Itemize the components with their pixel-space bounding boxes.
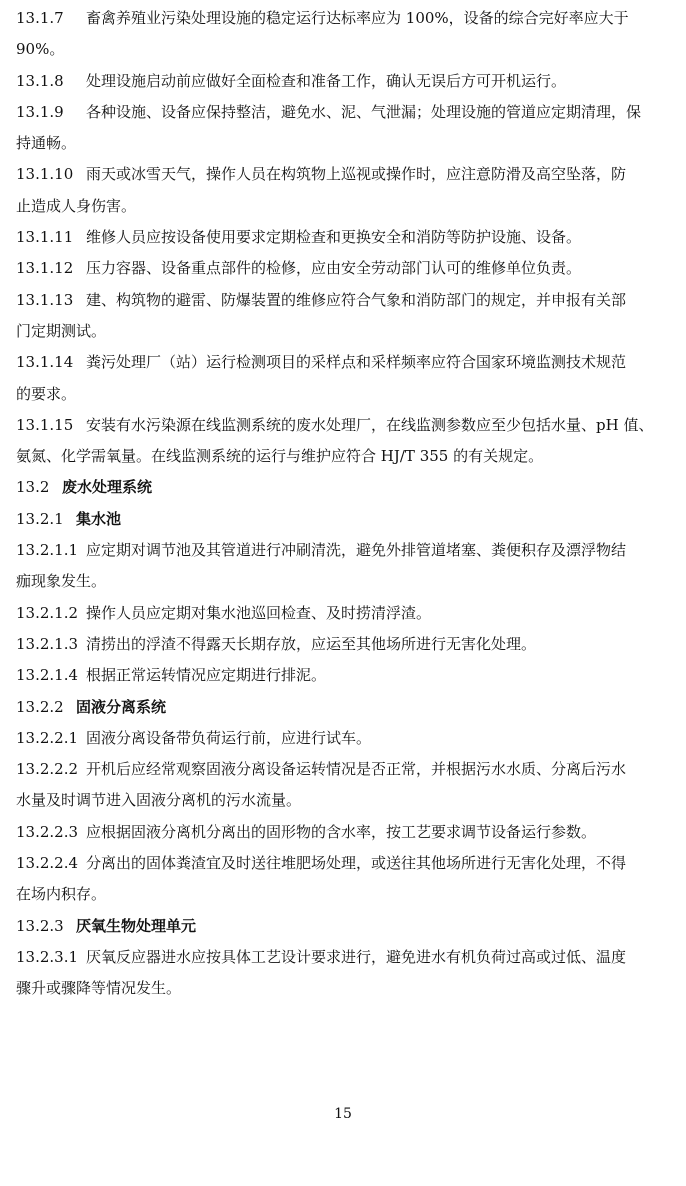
clause-text: 各种设施、设备应保持整洁，避免水、泥、气泄漏；处理设施的管道应定期清理，保 (86, 102, 642, 121)
clause-number: 13.2 (16, 478, 50, 497)
clause-number: 13.2.3 (16, 916, 64, 935)
continuation-line (16, 316, 676, 347)
heading-text: 厌氧生物处理单元 (76, 916, 197, 935)
clause-text: 分离出的固体粪渣宜及时送往堆肥场处理，或送往其他场所进行无害化处理，不得 (86, 854, 627, 873)
clause-number: 13.2.2.4 (16, 854, 79, 873)
clause-line (16, 97, 676, 128)
clause-text: 操作人员应定期对集水池巡回检查、及时捞清浮渣。 (86, 603, 432, 622)
clause-text: 在场内积存。 (16, 885, 107, 904)
clause-line (16, 660, 676, 691)
clause-text: 厌氧反应器进水应按具体工艺设计要求进行，避免进水有机负荷过高或过低、温度 (86, 947, 627, 966)
section-heading (16, 504, 676, 535)
heading-text: 废水处理系统 (62, 478, 153, 497)
clause-number: 13.1.15 (16, 415, 74, 434)
clause-number: 13.1.14 (16, 353, 74, 372)
continuation-line (16, 973, 676, 1004)
clause-text: 氨氮、化学需氧量。在线监测系统的运行与维护应符合 HJ/T 355 的有关规定。 (16, 447, 544, 466)
clause-line (16, 222, 676, 253)
section-heading (16, 692, 676, 723)
clause-line (16, 817, 676, 848)
clause-line (16, 285, 676, 316)
clause-text: 畜禽养殖业污染处理设施的稳定运行达标率应为 100%，设备的综合完好率应大于 (86, 9, 629, 27)
clause-number: 13.1.9 (16, 102, 64, 121)
clause-text: 止造成人身伤害。 (16, 196, 137, 215)
clause-text: 的要求。 (16, 384, 77, 403)
clause-line (16, 535, 676, 566)
continuation-line (16, 566, 676, 597)
continuation-line (16, 34, 676, 65)
clause-line (16, 347, 676, 378)
clause-line (16, 598, 676, 629)
clause-line (16, 253, 676, 284)
clause-number: 13.1.12 (16, 259, 74, 278)
clause-number: 13.2.1.1 (16, 541, 79, 560)
continuation-line (16, 441, 676, 472)
section-heading (16, 472, 676, 503)
section-heading (16, 911, 676, 942)
clause-number: 13.1.10 (16, 165, 74, 184)
clause-line (16, 723, 676, 754)
clause-number: 13.2.1.2 (16, 603, 79, 622)
clause-number: 13.2.2 (16, 697, 64, 716)
clause-text: 应定期对调节池及其管道进行冲刷清洗，避免外排管道堵塞、粪便积存及漂浮物结 (86, 541, 627, 560)
clause-number: 13.2.2.3 (16, 822, 79, 841)
clause-text: 安装有水污染源在线监测系统的废水处理厂，在线监测参数应至少包括水量、pH 值、 (86, 415, 654, 434)
clause-number: 13.2.1.4 (16, 666, 79, 685)
clause-line (16, 942, 676, 973)
clause-line (16, 629, 676, 660)
continuation-line (16, 191, 676, 222)
clause-text: 建、构筑物的避雷、防爆装置的维修应符合气象和消防部门的规定，并申报有关部 (86, 290, 627, 309)
continuation-line (16, 379, 676, 410)
clause-text: 90%。 (16, 40, 65, 59)
clause-text: 固液分离设备带负荷运行前，应进行试车。 (86, 728, 372, 747)
clause-text: 门定期测试。 (16, 321, 107, 340)
clause-text: 痂现象发生。 (16, 572, 107, 591)
clause-text: 清捞出的浮渣不得露天长期存放，应运至其他场所进行无害化处理。 (86, 634, 537, 653)
clause-text: 雨天或冰雪天气，操作人员在构筑物上巡视或操作时，应注意防滑及高空坠落，防 (86, 165, 627, 184)
continuation-line (16, 785, 676, 816)
clause-text: 应根据固液分离机分离出的固形物的含水率，按工艺要求调节设备运行参数。 (86, 822, 597, 841)
clause-number: 13.2.1.3 (16, 634, 79, 653)
clause-number: 13.2.3.1 (16, 947, 79, 966)
clause-line (16, 848, 676, 879)
clause-text: 骤升或骤降等情况发生。 (16, 979, 182, 998)
clause-number: 13.1.13 (16, 290, 74, 309)
clause-text: 处理设施启动前应做好全面检查和准备工作，确认无误后方可开机运行。 (86, 71, 567, 90)
clause-text: 粪污处理厂（站）运行检测项目的采样点和采样频率应符合国家环境监测技术规范 (86, 353, 627, 372)
clause-line (16, 159, 676, 190)
clause-text: 根据正常运转情况应定期进行排泥。 (86, 666, 327, 685)
clause-number: 13.1.8 (16, 71, 64, 90)
document-body (16, 3, 676, 1005)
clause-line (16, 66, 676, 97)
clause-number: 13.1.11 (16, 228, 74, 247)
clause-number: 13.2.1 (16, 509, 64, 528)
continuation-line (16, 879, 676, 910)
page-number: 15 (334, 1106, 352, 1122)
clause-number: 13.1.7 (16, 9, 64, 27)
heading-text: 固液分离系统 (76, 697, 167, 716)
clause-line (16, 3, 676, 34)
clause-line (16, 410, 676, 441)
clause-line (16, 754, 676, 785)
clause-text: 开机后应经常观察固液分离设备运转情况是否正常，并根据污水水质、分离后污水 (86, 760, 627, 779)
continuation-line (16, 128, 676, 159)
clause-text: 水量及时调节进入固液分离机的污水流量。 (16, 791, 302, 810)
clause-number: 13.2.2.1 (16, 728, 79, 747)
heading-text: 集水池 (76, 509, 122, 528)
clause-number: 13.2.2.2 (16, 760, 79, 779)
clause-text: 持通畅。 (16, 134, 77, 153)
clause-text: 压力容器、设备重点部件的检修，应由安全劳动部门认可的维修单位负责。 (86, 259, 582, 278)
clause-text: 维修人员应按设备使用要求定期检查和更换安全和消防等防护设施、设备。 (86, 228, 582, 247)
